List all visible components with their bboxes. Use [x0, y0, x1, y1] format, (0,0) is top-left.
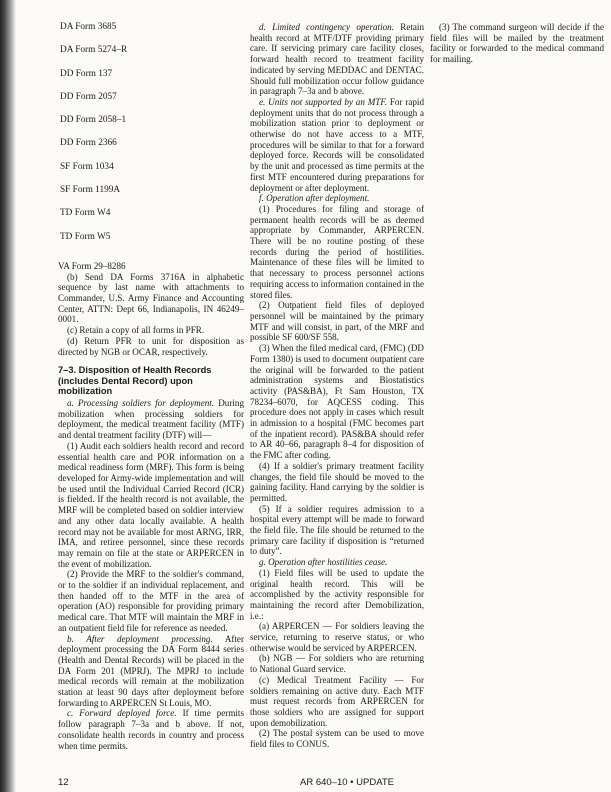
paragraph-gc: (c) Medical Treatment Facility — For soldiers remaining on active duty. Each MTF must request records from ARPERCEN for those soldiers who are assigned for support upon demobilization.: [250, 674, 424, 728]
paragraph-g-heading: g. Operation after hostilities cease.: [259, 557, 388, 568]
paragraph-d-text: Retain health record at MTF/DTF providing primary care. If servicing primary care facility closes, forward health record to treatment facility indicated by serving MEDDAC and DENTAC. Should full mobilization occur follow guidance in paragraph 7–3a and b above.: [250, 22, 424, 97]
column-right: [430, 22, 604, 65]
paragraph-d: (d) Return PFR to unit for disposition as directed by NGB or OCAR, respectively.: [58, 335, 244, 357]
paragraph-e-text: For rapid deployment units that do not process through a mobilization station prior to deployment or otherwise do not have access to a MTF, procedures will be similar to that for a forward deployed force. Records will be consolidated by the unit and processed as time permits at the first MTF encountered during preparations for deployment or after deployment.: [250, 96, 424, 193]
paragraph-f4: (4) If a soldier's primary treatment facility changes, the field file should be moved to the gaining facility. Hand carrying by the soldier is permitted.: [250, 460, 424, 503]
paragraph-gb: (b) NGB — For soldiers who are returning to National Guard service.: [250, 653, 424, 675]
paragraph-ga: (a) ARPERCEN — For soldiers leaving the service, returning to reserve status, or who otherwise would be serviced by ARPERCEN.: [250, 621, 424, 653]
paragraph-g2: (2) The postal system can be used to move field files to CONUS.: [250, 728, 424, 750]
paragraph-b: (b) Send DA Forms 3716A in alphabetic sequence by last name with attachments to Commander, U.S. Army Finance and Accounting Center, ATTN: Dept 66, Indianapolis, IN 46249–0001.: [58, 271, 244, 325]
paragraph-f: [250, 193, 424, 204]
form-list-item: DD Form 2366: [60, 138, 117, 149]
scan-shadow-edge: [0, 0, 16, 792]
form-list-item: TD Form W4: [60, 208, 111, 219]
paragraph-e-heading: e. Units not supported by an MTF.: [259, 96, 387, 107]
paragraph-g1: (1) Field files will be used to update the original health record. This will be accomplished by the activity responsible for maintaining the record after Demobilization, i.e.:: [250, 567, 424, 621]
paragraph-f2: (2) Outpatient field files of deployed personnel will be maintained by the primary MTF and will consist, in part, of the MRF and possible SF 600/SF 558.: [250, 300, 424, 343]
form-list: [58, 22, 244, 255]
section-heading: 7–3. Disposition of Health Records (includes Dental Record) upon mobilization: [58, 365, 212, 397]
paragraph-a2: (2) Provide the MRF to the soldier's command, or to the soldier if an individual replacement, and then handed off to the MTF in the area of operation (AO) responsible for providing primary medical care. That MTF will maintain the MRF in an outpatient field file for reference as needed.: [58, 569, 244, 633]
publication-id: AR 640–10 • UPDATE: [300, 777, 394, 788]
column-middle: [250, 22, 424, 750]
paragraph-f5: (5) If a soldier requires admission to a hospital every attempt will be made to forward the field file. The file should be returned to the primary care facility if disposition is “returned to duty”.: [250, 503, 424, 557]
page-number: 12: [58, 777, 69, 788]
form-list-item: TD Form W5: [60, 231, 111, 242]
form-list-item: DD Form 2057: [60, 91, 117, 102]
form-list-item: SF Form 1034: [60, 161, 114, 172]
paragraph-b-deploy: [58, 634, 244, 709]
paragraph-c-heading: c. Forward deployed force.: [67, 708, 177, 719]
paragraph-c-forward: [58, 708, 244, 751]
paragraph-c-text: If time permits follow paragraph 7–3a and b above. If not, consolidate health records in country and process when time permits.: [58, 708, 245, 751]
paragraph-a-heading: a. Processing soldiers for deployment.: [67, 398, 215, 409]
paragraph-a1: (1) Audit each soldiers health record and record essential health care and POR information on a medical readiness form (MRF). This form is being developed for Army-wide implementation and will be used until the Individual Carried Record (ICR) is fielded. If the health record is not available, the MRF will be completed based on soldier interview and any other data locally available. A health record may not be available for most ARNG, IRR, IMA, and retiree personnel, since these records may remain on file at the state or ARPERCEN in the event of mobilization.: [58, 440, 244, 569]
paragraph-e: [250, 97, 424, 193]
paragraph-g3: (3) The command surgeon will decide if the field files will be mailed by the treatment facility or forwarded to the medical command for mailing.: [430, 22, 604, 65]
form-list-item: DA Form 5274–R: [60, 45, 128, 56]
paragraph-a: [58, 398, 244, 441]
paragraph-d-heading: d. Limited contingency operation.: [259, 22, 394, 32]
paragraph-a-text: During mobilization when processing soldiers for deployment, the medical treatment facility (MTF) and dental treatment facility (DTF) will—: [58, 398, 244, 441]
form-list-item: SF Form 1199A: [60, 185, 121, 196]
form-list-item: DD Form 137: [60, 68, 113, 79]
column-left: [58, 22, 244, 751]
va-form-item: VA Form 29–8286: [58, 260, 126, 271]
paragraph-f3: (3) When the filed medical card, (FMC) (DD Form 1380) is used to document outpatient care the original will be forwarded to the patient administration systems and Biostatistics activity (PAS&BA), Ft Sam Houston, TX 78234–6070, for AQCESS coding. This procedure does not apply in cases which result in admission to a hospital (FMC becomes part of the inpatient record). PAS&BA should refer to AR 40–66, paragraph 8–4 for disposition of the FMC after coding.: [250, 343, 425, 461]
paragraph-f1: (1) Procedures for filing and storage of permanent health records will be as deemed appropriate by Commander, ARPERCEN. There will be no routine posting of these records during the period of hostilities. Maintenance of these files will be limited to that necessary to process personnel actions requiring access to information contained in the stored files.: [250, 203, 424, 300]
paragraph-g: [250, 557, 424, 568]
paragraph-f-heading: f. Operation after deployment.: [259, 193, 370, 204]
paragraph-d-limited: [250, 22, 424, 97]
form-list-item: DD Form 2058–1: [60, 115, 127, 126]
form-list-item: DA Form 3685: [60, 22, 117, 32]
paragraph-c: (c) Retain a copy of all forms in PFR.: [67, 325, 205, 336]
paragraph-b-heading: b. After deployment processing.: [67, 633, 213, 644]
paragraph-b-text: After deployment processing the DA Form 8444 series (Health and Dental Records) will be placed in the DA Form 201 (MPRJ). The MPRJ to include medical records will remain at the mobilization station at least 90 days after deployment before forwarding to ARPERCEN St Louis, MO.: [58, 633, 244, 708]
